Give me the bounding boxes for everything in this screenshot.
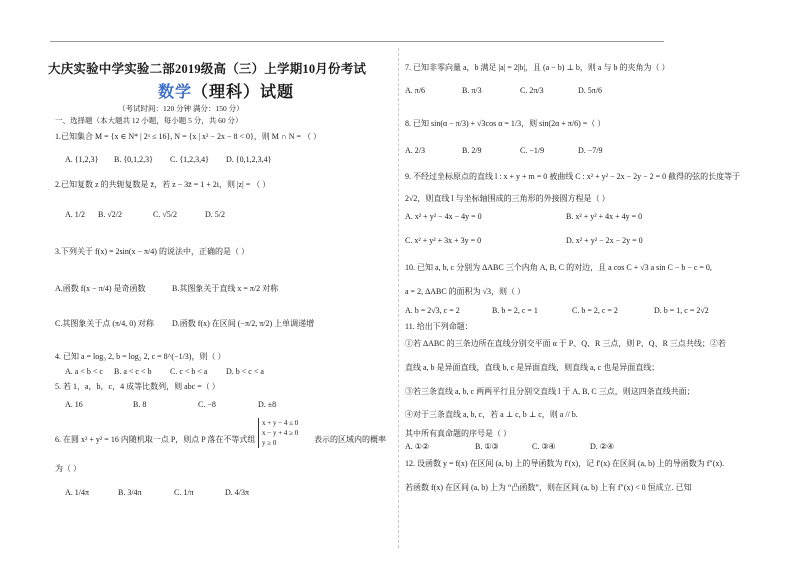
exam-title: 大庆实验中学实验二部2019级高（三）上学期10月份考试 — [48, 62, 367, 76]
question-5: 5. 若 1，a，b，c，4 成等比数列，则 abc =（ ） — [55, 382, 220, 391]
question-7: 7. 已知非零向量 a，b 满足 |a| = 2|b|，且 (a − b) ⊥ b，则 a 与 b 的夹角为（ ） — [405, 63, 670, 72]
inequality-2: x − y + 4 ≥ 0 — [262, 429, 299, 437]
q9-option-b: B. x² + y² + 4x + 4y = 0 — [566, 212, 643, 221]
question-12-line-1: 12. 设函数 y = f(x) 在区间 (a, b) 上的导函数为 f′(x)，记 f′(x) 在区间 (a, b) 上的导函数为 f″(x). — [405, 459, 725, 468]
q2-option-c: C. √5/2 — [153, 210, 177, 219]
subject-title — [158, 79, 294, 102]
q11-option-d: D. ②④ — [590, 442, 615, 451]
q8-option-a: A. 2/3 — [405, 146, 425, 155]
q8-option-b: B. 2/9 — [462, 146, 482, 155]
section-heading: 一、选择题（本大题共 12 小题，每小题 5 分，共 60 分） — [55, 116, 243, 125]
q9-option-a: A. x² + y² − 4x − 4y = 0 — [405, 212, 482, 221]
q6-option-b: B. 3/4π — [118, 488, 142, 497]
q1-option-a: A. {1,2,3} — [65, 155, 99, 164]
q10-option-d: D. b = 1, c = 2√2 — [654, 306, 709, 315]
q11-ask: 其中所有真命题的序号是（ ） — [405, 429, 511, 438]
question-6: 6. 在圆 x² + y² = 16 内随机取一点 P，则点 P 落在不等式组 — [55, 435, 256, 444]
question-4: 4. 已知 a = log₃ 2, b = log₂ 2, c = 8^(−1/3)，则（ ） — [55, 352, 226, 361]
q4-option-b: B. a < c < b — [114, 367, 152, 376]
subject-rest: （理科）试题 — [192, 84, 295, 101]
q11-statement-3: ③若三条直线 a, b, c 两两平行且分别交直线 l 于 A, B, C 三点，则这四条直线共面； — [405, 387, 695, 396]
q7-option-b: B. π/3 — [462, 86, 482, 95]
q6-option-c: C. 1/π — [174, 488, 194, 497]
q7-option-d: D. 5π/6 — [578, 86, 603, 95]
q2-option-d: D. 5/2 — [205, 210, 225, 219]
q10-option-a: A. b = 2√3, c = 2 — [405, 306, 460, 315]
q10-option-b: B. b = 2, c = 1 — [492, 306, 538, 315]
question-2: 2.已知复数 z 的共轭复数是 z̄，若 z − 3z̄ = 1 + 2i，则 |z| = （ ） — [55, 180, 271, 189]
question-10-line-2: a = 2, ΔABC 的面积为 √3，则（ ） — [405, 287, 526, 296]
q5-option-c: C. −8 — [198, 400, 216, 409]
q1-option-c: C. {1,2,3,4} — [170, 155, 210, 164]
top-rule — [50, 41, 664, 42]
q8-option-c: C. −1/9 — [520, 146, 545, 155]
q1-option-d: D. {0,1,2,3,4} — [226, 155, 272, 164]
q4-option-c: C. c < b < a — [170, 367, 208, 376]
q5-option-d: D. ±8 — [258, 400, 277, 409]
inequality-system — [258, 418, 298, 448]
q6-option-d: D. 4/3π — [225, 488, 250, 497]
q8-option-d: D. −7/9 — [578, 146, 603, 155]
q1-option-b: B. {0,1,2,3} — [114, 155, 154, 164]
q6-option-a: A. 1/4π — [65, 488, 90, 497]
question-3: 3.下列关于 f(x) = 2sin(x − π/4) 的说法中，正确的是（ ） — [55, 247, 249, 256]
q9-option-d: D. x² + y² − 2x − 2y = 0 — [566, 236, 643, 245]
q3-option-c: C.其图象关于点 (π/4, 0) 对称 — [55, 319, 154, 328]
q2-option-a: A. 1/2 — [65, 210, 85, 219]
question-12-line-2: 若函数 f(x) 在区间 (a, b) 上为 “凸函数”，则在区间 (a, b) 上有 f″(x) < 0 恒成立. 已知 — [405, 483, 692, 492]
question-9-line-1: 9. 不经过坐标原点的直线 l : x + y + m = 0 被曲线 C : x² + y² − 2x − 2y − 2 = 0 截得的弦的长度等于 — [405, 172, 741, 181]
question-6-tail: 表示的区域内的概率 — [314, 435, 386, 444]
question-11: 11. 给出下列命题： — [405, 322, 473, 331]
q11-statement-2: 直线 a, b 是异面直线，直线 b, c 是异面直线，则直线 a, c 也是异面直线； — [405, 363, 660, 372]
q3-option-b: B.其图象关于直线 x = π/2 对称 — [172, 284, 279, 293]
q10-option-c: C. b = 2, c = 2 — [572, 306, 618, 315]
q3-option-d: D.函数 f(x) 在区间 (−π/2, π/2) 上单调递增 — [172, 319, 315, 328]
q11-option-a: A. ①② — [405, 442, 430, 451]
inequality-1: x + y − 4 ≤ 0 — [262, 419, 299, 427]
inequality-3: y ≥ 0 — [262, 439, 277, 447]
q5-option-a: A. 16 — [65, 400, 83, 409]
question-10-line-1: 10. 已知 a, b, c 分别为 ΔABC 三个内角 A, B, C 的对边，且 a cos C + √3 a sin C − b − c = 0, — [405, 263, 712, 272]
q11-option-c: C. ③④ — [532, 442, 556, 451]
subject-math: 数学 — [158, 84, 193, 101]
question-1: 1.已知集合 M = {x ∈ N* | 2ˣ ≤ 16}, N = {x | x² − 2x − 8 < 0}，则 M ∩ N = （ ） — [55, 132, 321, 141]
q4-option-a: A. a < b < c — [65, 367, 103, 376]
q11-statement-1: ①若 ΔABC 的三条边所在直线分别交平面 α 于 P、Q、R 三点，则 P、Q、R 三点共线；②若 — [405, 339, 726, 348]
q3-option-a: A.函数 f(x − π/4) 是奇函数 — [55, 284, 146, 293]
q9-option-c: C. x² + y² + 3x + 3y = 0 — [405, 236, 482, 245]
q5-option-b: B. 8 — [133, 400, 147, 409]
q7-option-c: C. 2π/3 — [520, 86, 544, 95]
column-divider — [398, 48, 399, 548]
q11-option-b: B. ①③ — [475, 442, 499, 451]
q2-option-b: B. √2/2 — [98, 210, 122, 219]
exam-info: （考试时间：120 分钟 满分：150 分） — [118, 104, 244, 113]
q4-option-d: D. b < c < a — [226, 367, 264, 376]
q11-statement-4: ④对于三条直线 a, b, c，若 a ⊥ c, b ⊥ c，则 a // b. — [405, 410, 578, 419]
question-6-wei: 为（ ） — [55, 464, 81, 473]
question-9-line-2: 2√2，则直线 l 与坐标轴围成的三角形的外接圆方程是（ ） — [405, 194, 610, 203]
q7-option-a: A. π/6 — [405, 86, 426, 95]
question-8: 8. 已知 sin(α − π/3) + √3cos α = 1/3，则 sin(2α + π/6) =（ ） — [405, 119, 606, 128]
